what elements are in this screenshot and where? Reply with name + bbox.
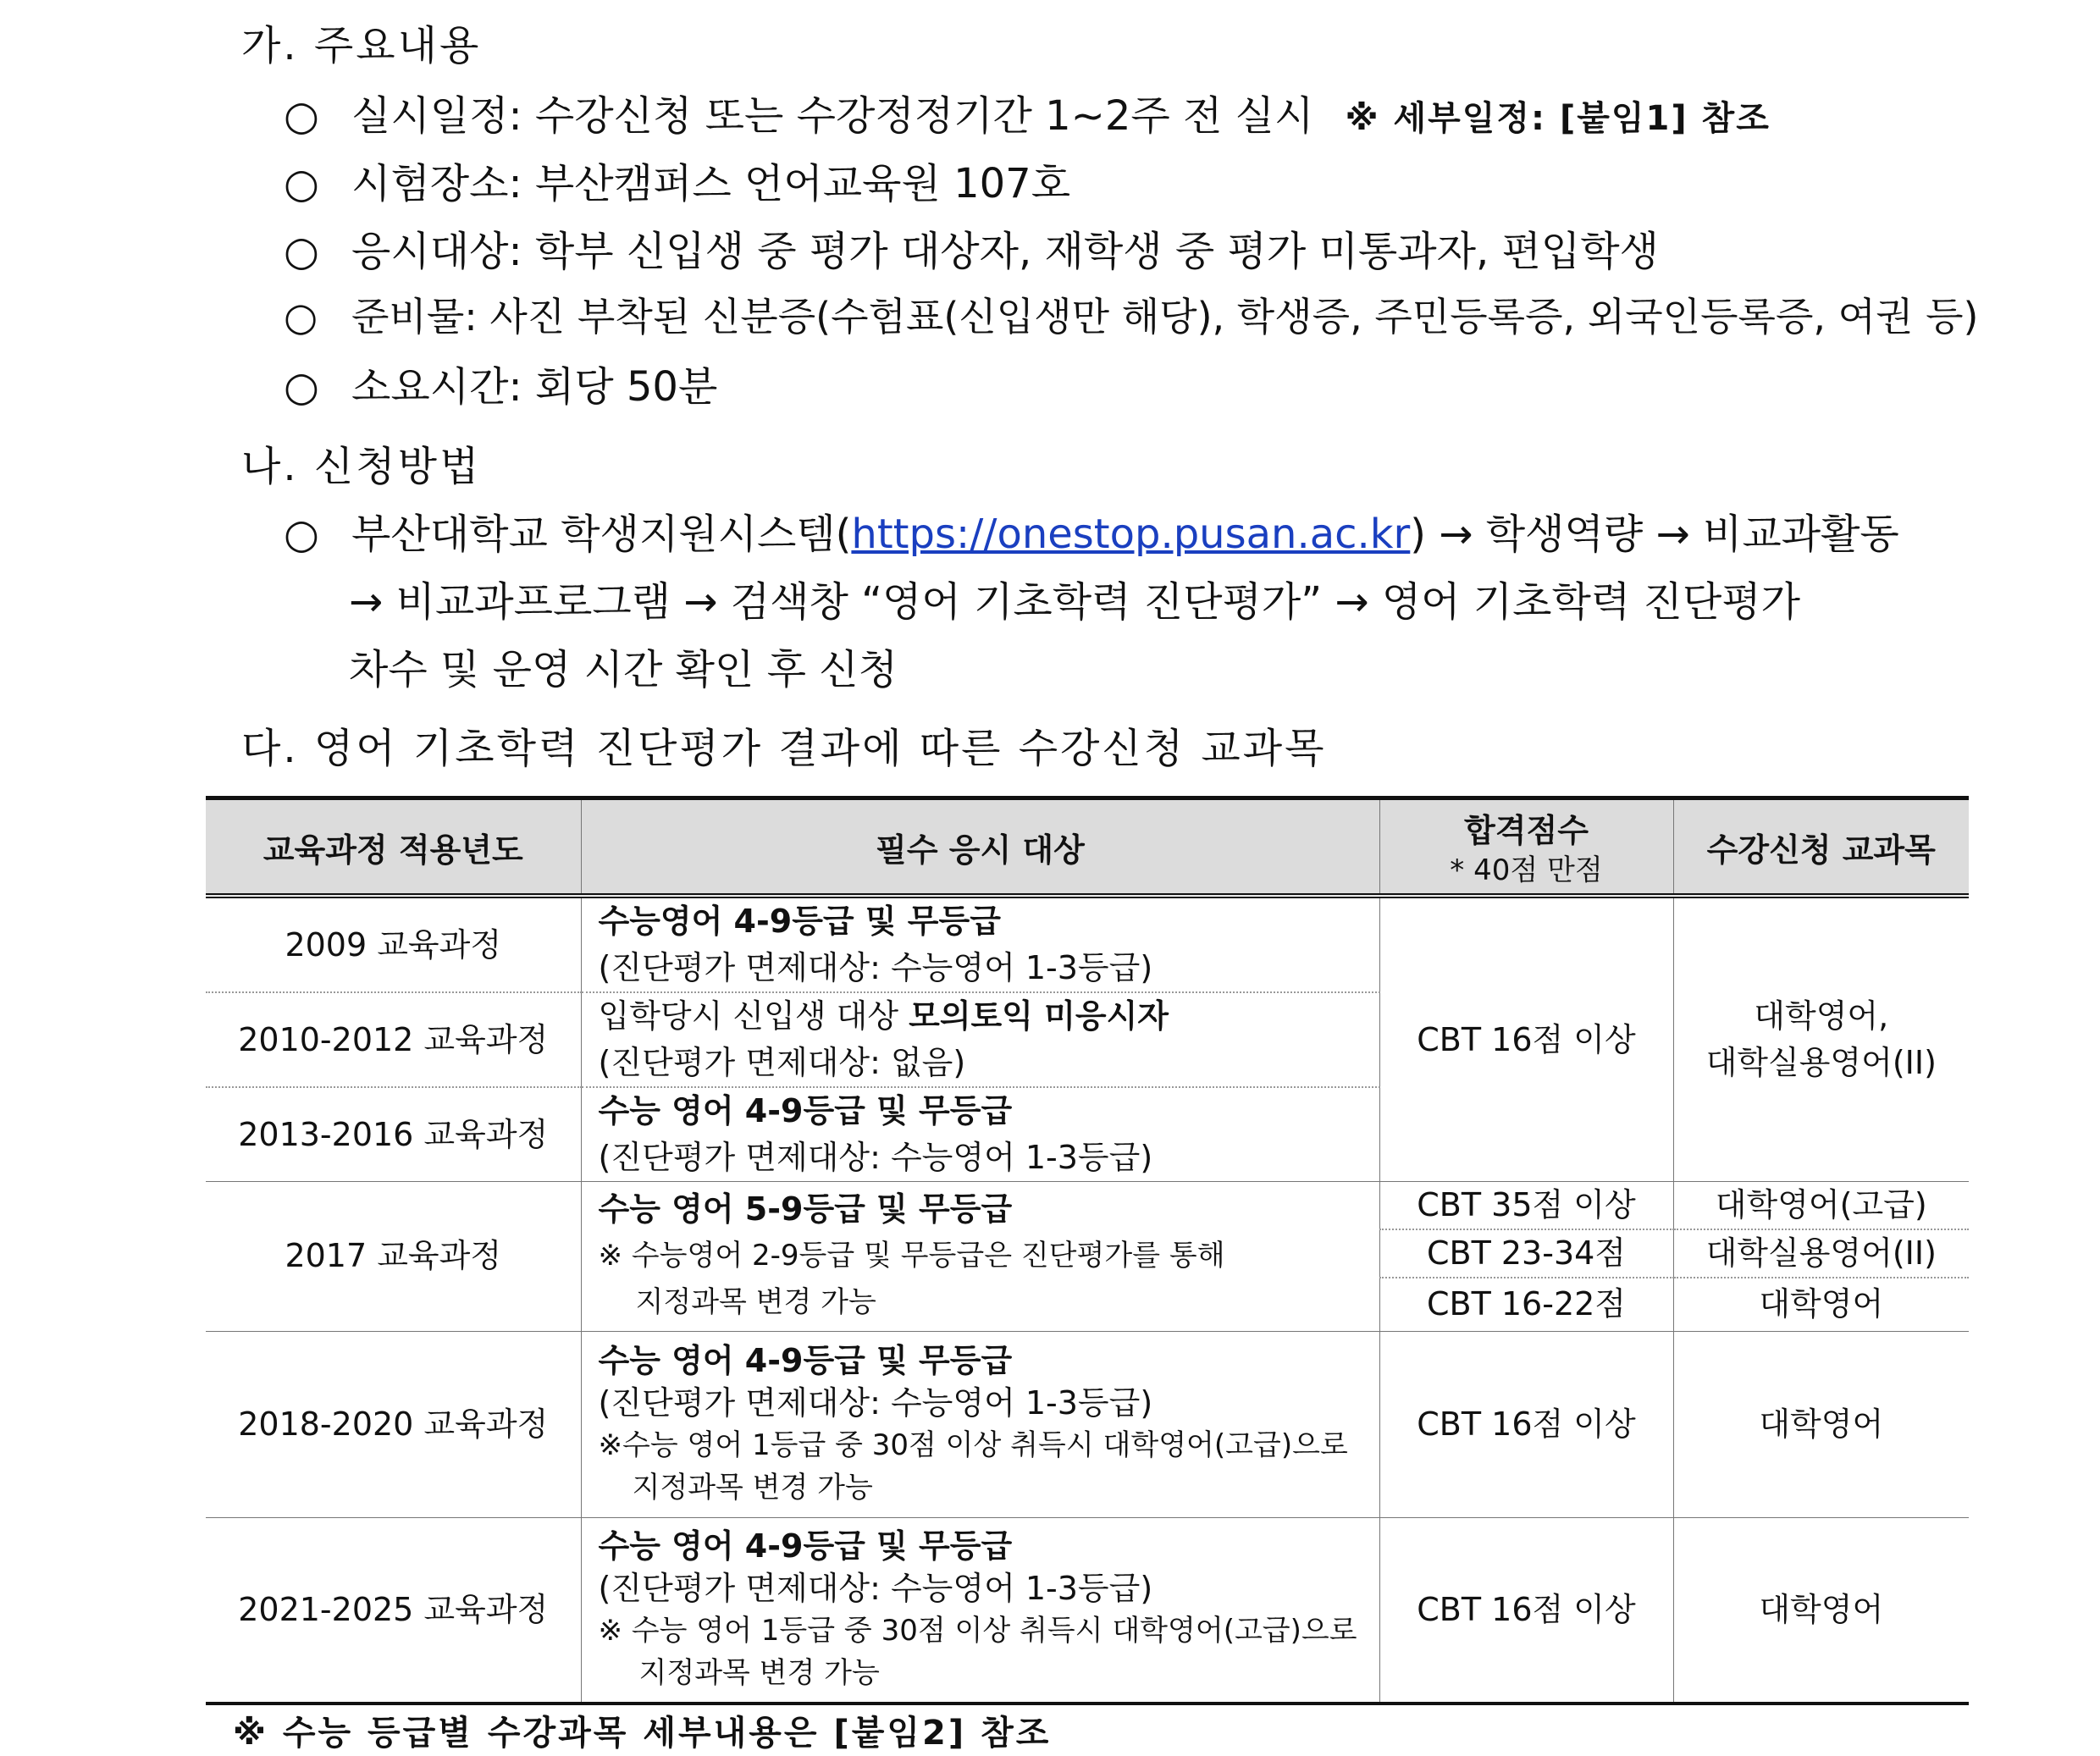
year-cell: 2017 교육과정 [206, 1182, 581, 1332]
onestop-link[interactable]: https://onestop.pusan.ac.kr [851, 511, 1411, 558]
course-line-1: 대학영어, [1754, 997, 1889, 1035]
bullet-circle-icon: ○ [284, 294, 318, 340]
duration-item [284, 354, 717, 412]
pass-cell: CBT 16-22점 [1379, 1278, 1673, 1331]
pass-cell: CBT 16점 이상 [1379, 1517, 1673, 1704]
course-table [206, 796, 1969, 1705]
target-sub: (진단평가 면제대상: 수능영어 1-3등급) [598, 1570, 1153, 1608]
header-pass [1379, 798, 1673, 897]
target-note-2: 지정과목 변경 가능 [632, 1471, 873, 1505]
target-sub: (진단평가 면제대상: 수능영어 1-3등급) [598, 1384, 1153, 1422]
course-cell [1673, 896, 1969, 1182]
section-a-title: 가. 주요내용 [241, 22, 482, 69]
table-row [206, 1182, 1969, 1230]
target-sub: (진단평가 면제대상: 수능영어 1-3등급) [598, 949, 1153, 986]
course-cell: 대학영어 [1673, 1517, 1969, 1704]
table-row [206, 1517, 1969, 1704]
target-main-plain: 입학당시 신입생 대상 [598, 997, 909, 1035]
schedule-text: 실시일정: 수강신청 또는 수강정정기간 1~2주 전 실시 [351, 92, 1314, 140]
target-note-2: 지정과목 변경 가능 [635, 1285, 876, 1320]
header-target: 필수 응시 대상 [581, 798, 1379, 897]
target-cell [581, 1517, 1379, 1704]
table-row [206, 1331, 1969, 1517]
bullet-circle-icon: ○ [284, 92, 319, 140]
bullet-circle-icon: ○ [284, 160, 319, 207]
target-main [599, 993, 1379, 1040]
target-note: ※ 수능영어 2-9등급 및 무등급은 진단평가를 통해 [598, 1239, 1225, 1273]
header-pass-title: 합격점수 [1464, 811, 1589, 849]
course-cell: 대학실용영어(II) [1673, 1229, 1969, 1278]
section-b-title: 나. 신청방법 [241, 443, 482, 490]
apply-item [284, 501, 1899, 560]
target-main-bold: 모의토익 미응시자 [909, 997, 1169, 1035]
header-course: 수강신청 교과목 [1673, 798, 1969, 897]
header-pass-note: * 40점 만점 [1450, 853, 1603, 887]
target-cell [581, 1331, 1379, 1517]
year-cell: 2013-2016 교육과정 [206, 1087, 581, 1182]
target-cell [581, 1087, 1379, 1182]
apply-text-post: ) → 학생역량 → 비교과활동 [1410, 511, 1899, 558]
target-main: 수능 영어 4-9등급 및 무등급 [598, 1527, 1013, 1565]
pass-cell: CBT 16점 이상 [1379, 896, 1673, 1182]
duration-text: 소요시간: 회당 50분 [351, 363, 718, 411]
year-cell: 2021-2025 교육과정 [206, 1517, 581, 1704]
target-note-2: 지정과목 변경 가능 [638, 1656, 880, 1691]
year-cell: 2018-2020 교육과정 [206, 1331, 581, 1517]
target-main: 수능 영어 4-9등급 및 무등급 [598, 1342, 1013, 1379]
pass-cell: CBT 35점 이상 [1379, 1182, 1673, 1230]
table-header-row [206, 798, 1969, 897]
target-cell [581, 896, 1379, 992]
target-note: ※ 수능 영어 1등급 중 30점 이상 취득시 대학영어(고급)으로 [598, 1614, 1357, 1648]
target-note: ※수능 영어 1등급 중 30점 이상 취득시 대학영어(고급)으로 [598, 1428, 1348, 1462]
items-item [284, 286, 1979, 342]
target-cell [581, 1182, 1379, 1332]
schedule-note: ※ 세부일정: [붙임1] 참조 [1345, 99, 1771, 138]
schedule-item [284, 83, 1771, 141]
venue-text: 시험장소: 부산캠퍼스 언어교육원 107호 [351, 160, 1071, 207]
target-text: 응시대상: 학부 신입생 중 평가 대상자, 재학생 중 평가 미통과자, 편입학생 [351, 228, 1659, 275]
target-main: 수능 영어 5-9등급 및 무등급 [598, 1190, 1013, 1229]
target-sub: (진단평가 면제대상: 수능영어 1-3등급) [598, 1139, 1153, 1176]
apply-text-pre: 부산대학교 학생지원시스템( [351, 511, 852, 558]
course-line-2: 대학실용영어(II) [1705, 1044, 1937, 1081]
course-cell: 대학영어 [1673, 1278, 1969, 1331]
year-cell: 2009 교육과정 [206, 896, 581, 992]
target-main: 수능 영어 4-9등급 및 무등급 [598, 1092, 1013, 1129]
apply-line-3: 차수 및 운영 시간 확인 후 신청 [349, 646, 898, 693]
target-cell [581, 992, 1379, 1087]
items-text: 준비물: 사진 부착된 신분증(수험표(신입생만 해당), 학생증, 주민등록증, 외국인등록증, 여권 등) [351, 294, 1979, 340]
course-cell: 대학영어(고급) [1673, 1182, 1969, 1230]
footnote: ※ 수능 등급별 수강과목 세부내용은 [붙임2] 참조 [233, 1714, 1052, 1753]
table-row [206, 896, 1969, 992]
apply-line-2: → 비교과프로그램 → 검색창 “영어 기초학력 진단평가” → 영어 기초학력 진단평가 [349, 578, 1801, 626]
course-cell: 대학영어 [1673, 1331, 1969, 1517]
target-sub: (진단평가 면제대상: 없음) [598, 1044, 966, 1081]
section-c-title: 다. 영어 기초학력 진단평가 결과에 따른 수강신청 교과목 [241, 725, 1327, 772]
target-item [284, 218, 1659, 277]
bullet-circle-icon: ○ [284, 228, 319, 275]
year-cell: 2010-2012 교육과정 [206, 992, 581, 1087]
header-year: 교육과정 적용년도 [206, 798, 581, 897]
pass-cell: CBT 23-34점 [1379, 1229, 1673, 1278]
pass-cell: CBT 16점 이상 [1379, 1331, 1673, 1517]
target-main: 수능영어 4-9등급 및 무등급 [598, 903, 1001, 940]
venue-item [284, 151, 1070, 209]
bullet-circle-icon: ○ [284, 363, 319, 411]
bullet-circle-icon: ○ [284, 511, 319, 558]
